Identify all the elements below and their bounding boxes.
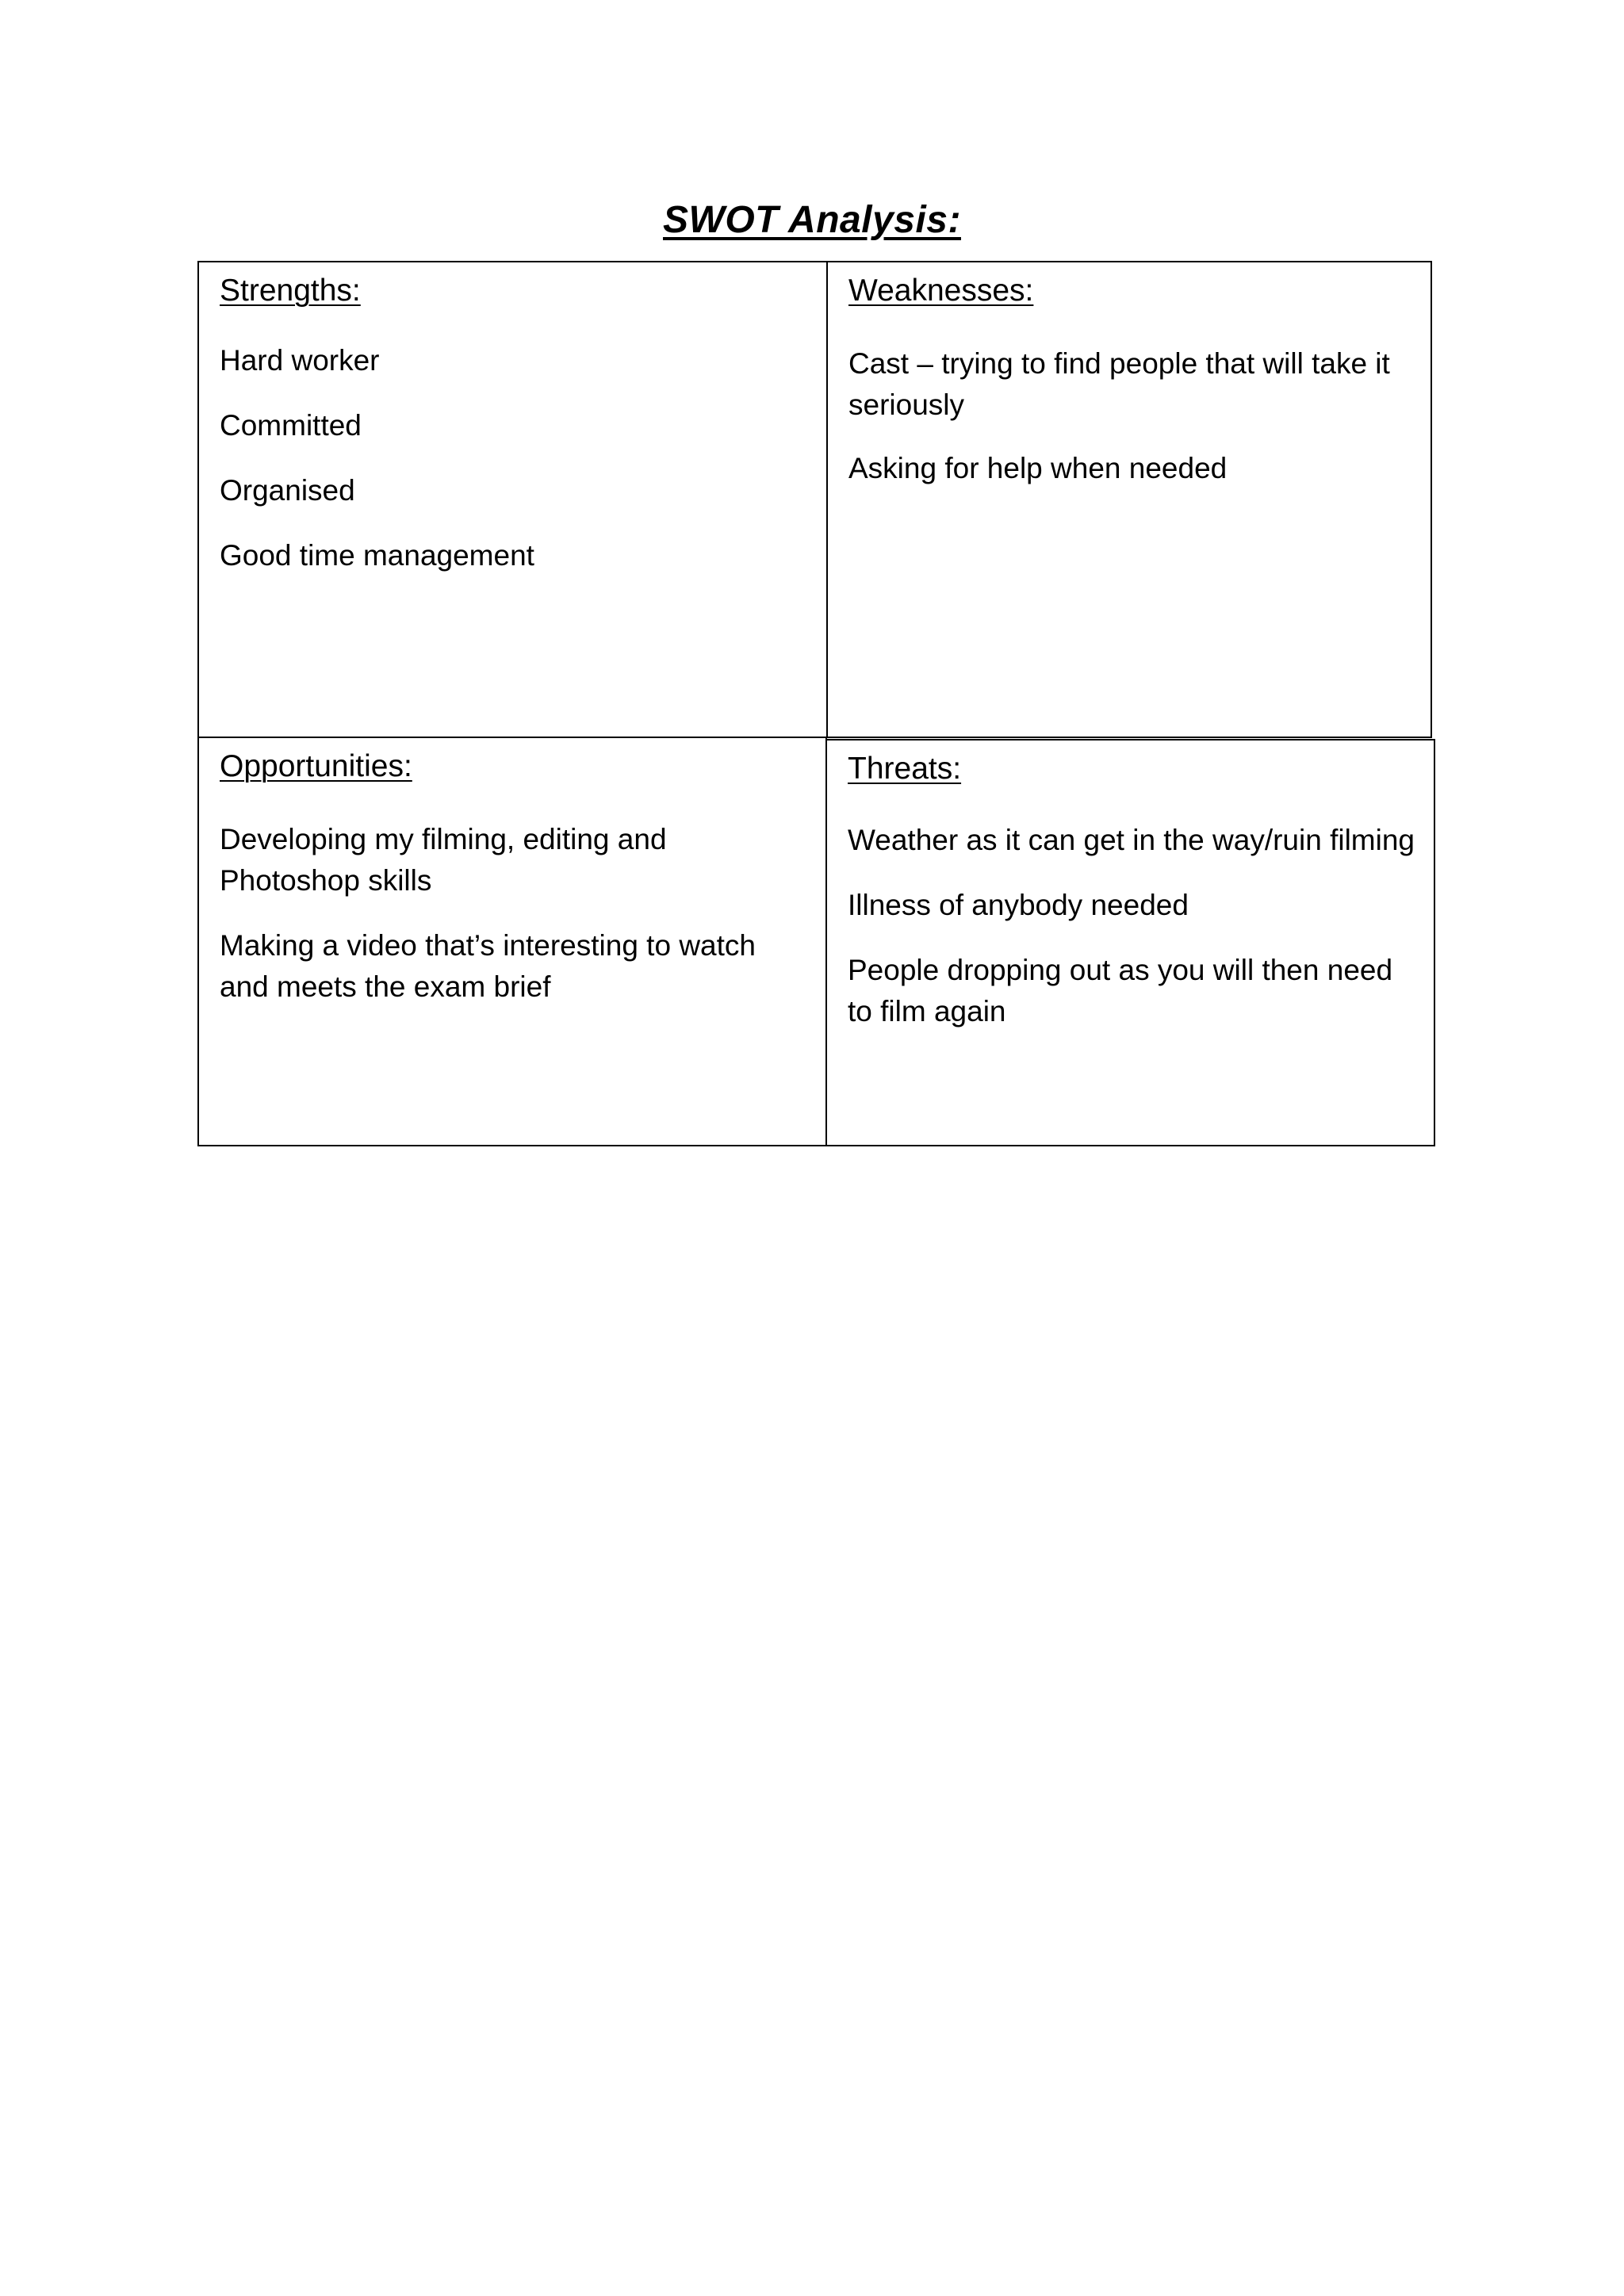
list-item: Hard worker bbox=[220, 344, 380, 377]
weaknesses-cell bbox=[826, 261, 1432, 738]
weaknesses-heading: Weaknesses: bbox=[848, 274, 1034, 308]
list-item: Organised bbox=[220, 474, 355, 507]
opportunities-heading: Opportunities: bbox=[220, 749, 412, 783]
list-item: Weather as it can get in the way/ruin filming bbox=[848, 824, 1415, 856]
list-item: Illness of anybody needed bbox=[848, 889, 1189, 921]
strengths-list bbox=[220, 340, 810, 600]
list-item: Committed bbox=[220, 409, 362, 442]
list-item: People dropping out as you will then need to film again bbox=[848, 954, 1393, 1027]
list-item: Cast – trying to find people that will take it seriously bbox=[848, 347, 1390, 421]
list-item: Developing my filming, editing and Photoshop skills bbox=[220, 823, 667, 897]
weaknesses-list bbox=[848, 343, 1415, 511]
list-item: Making a video that’s interesting to watch and meets the exam brief bbox=[220, 929, 756, 1003]
list-item: Asking for help when needed bbox=[848, 452, 1228, 484]
strengths-cell bbox=[197, 261, 828, 738]
threats-heading: Threats: bbox=[848, 752, 962, 786]
page-title: SWOT Analysis: bbox=[663, 199, 961, 241]
list-item: Good time management bbox=[220, 539, 534, 572]
opportunities-cell bbox=[197, 737, 827, 1146]
threats-list bbox=[848, 820, 1418, 1056]
threats-cell bbox=[825, 739, 1435, 1146]
strengths-heading: Strengths: bbox=[220, 274, 361, 308]
opportunities-list bbox=[220, 819, 810, 1031]
